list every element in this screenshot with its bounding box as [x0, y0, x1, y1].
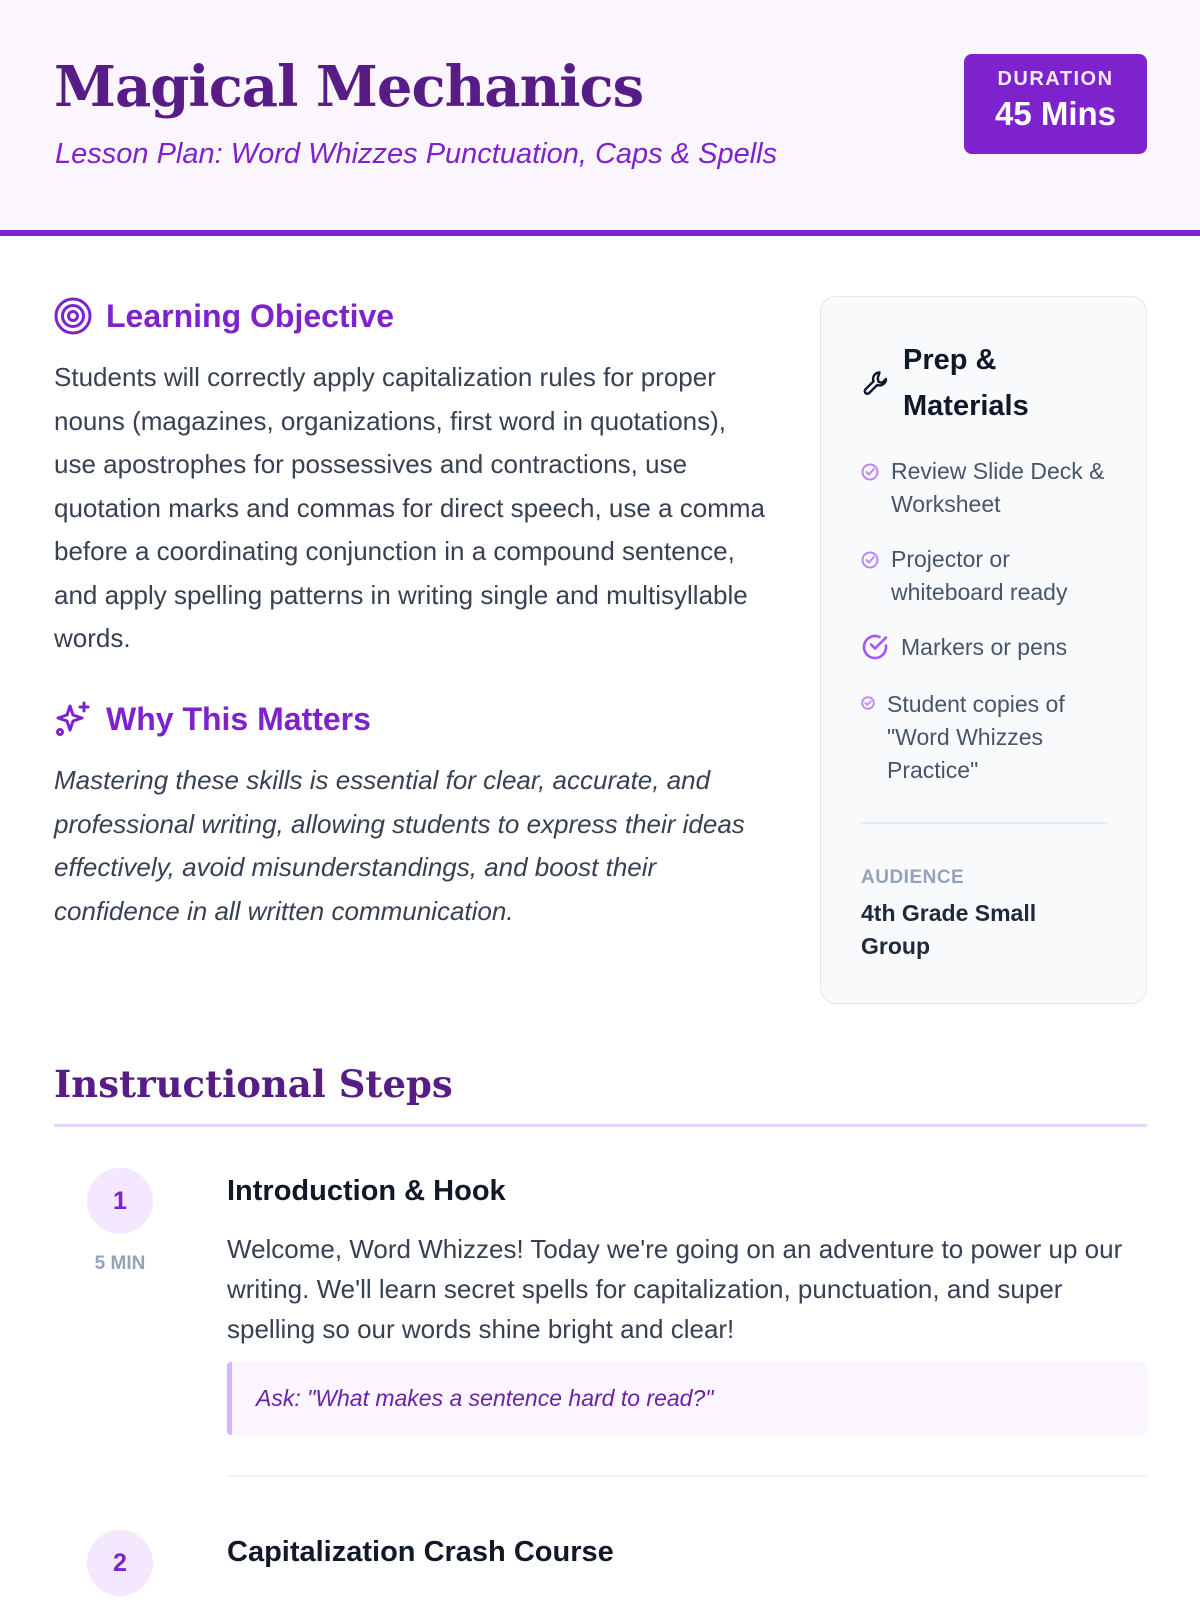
audience-value: 4th Grade Small Group [861, 900, 1037, 959]
target-icon [54, 297, 92, 335]
audience-label: AUDIENCE [861, 867, 965, 888]
step-description: Welcome, Word Whizzes! Today we're going on an adventure to power up our writing. We'll learn secret spells for capitalization, punctuation, and super spelling so our words shine bright and clear! [227, 1234, 1123, 1344]
check-circle-icon [861, 696, 875, 715]
step-callout [227, 1362, 1147, 1435]
sparkles-icon [54, 700, 92, 738]
page-title: Magical Mechanics [54, 54, 644, 120]
step-title: Introduction & Hook [227, 1175, 506, 1207]
objective-heading-text: Learning Objective [106, 297, 395, 334]
card-divider [861, 822, 1107, 824]
step-number-badge: 2 [87, 1530, 153, 1596]
wrench-icon [861, 368, 891, 398]
material-label: Projector or whiteboard ready [891, 546, 1068, 605]
page-subtitle: Lesson Plan: Word Whizzes Punctuation, Caps & Spells [55, 138, 778, 170]
step-title: Capitalization Crash Course [227, 1536, 614, 1568]
check-circle-icon [861, 463, 879, 486]
step-divider [227, 1475, 1147, 1477]
lesson-header [0, 0, 1200, 236]
objective-text: Students will correctly apply capitalization rules for proper nouns (magazines, organizations, first word in quotations), use apostrophes for possessives and contractions, use quotation marks and commas for direct speech, use a comma before a coordinating conjunction in a compound sentence, and apply spelling patterns in writing single and multisyllable words. [54, 362, 765, 653]
check-circle-icon [861, 633, 889, 666]
list-item [861, 455, 1121, 521]
prep-heading-text: Prep & Materials [903, 344, 1029, 422]
steps-heading: Instructional Steps [54, 1062, 453, 1106]
material-label: Markers or pens [901, 634, 1068, 660]
material-label: Review Slide Deck & Worksheet [891, 458, 1105, 517]
why-heading-text: Why This Matters [106, 700, 371, 737]
prep-materials-card [820, 296, 1147, 1004]
duration-badge [964, 54, 1147, 154]
check-circle-icon [861, 551, 879, 574]
why-heading [54, 700, 371, 738]
step-duration: 5 MIN [94, 1253, 146, 1274]
list-item [861, 543, 1121, 609]
prep-heading [861, 337, 1103, 429]
duration-value: 45 Mins [994, 95, 1117, 132]
list-item [861, 688, 1121, 787]
duration-label: DURATION [997, 68, 1114, 90]
objective-heading [54, 297, 394, 335]
steps-divider [54, 1124, 1147, 1127]
step-number-badge: 1 [87, 1168, 153, 1234]
list-item [861, 631, 1121, 666]
callout-text: Ask: "What makes a sentence hard to read?" [256, 1385, 714, 1411]
materials-list [861, 455, 1121, 809]
why-text: Mastering these skills is essential for clear, accurate, and professional writing, allowing students to express their ideas effectively, avoid misunderstandings, and boost their confidence in all written communication. [54, 765, 745, 926]
material-label: Student copies of "Word Whizzes Practice" [887, 691, 1065, 783]
